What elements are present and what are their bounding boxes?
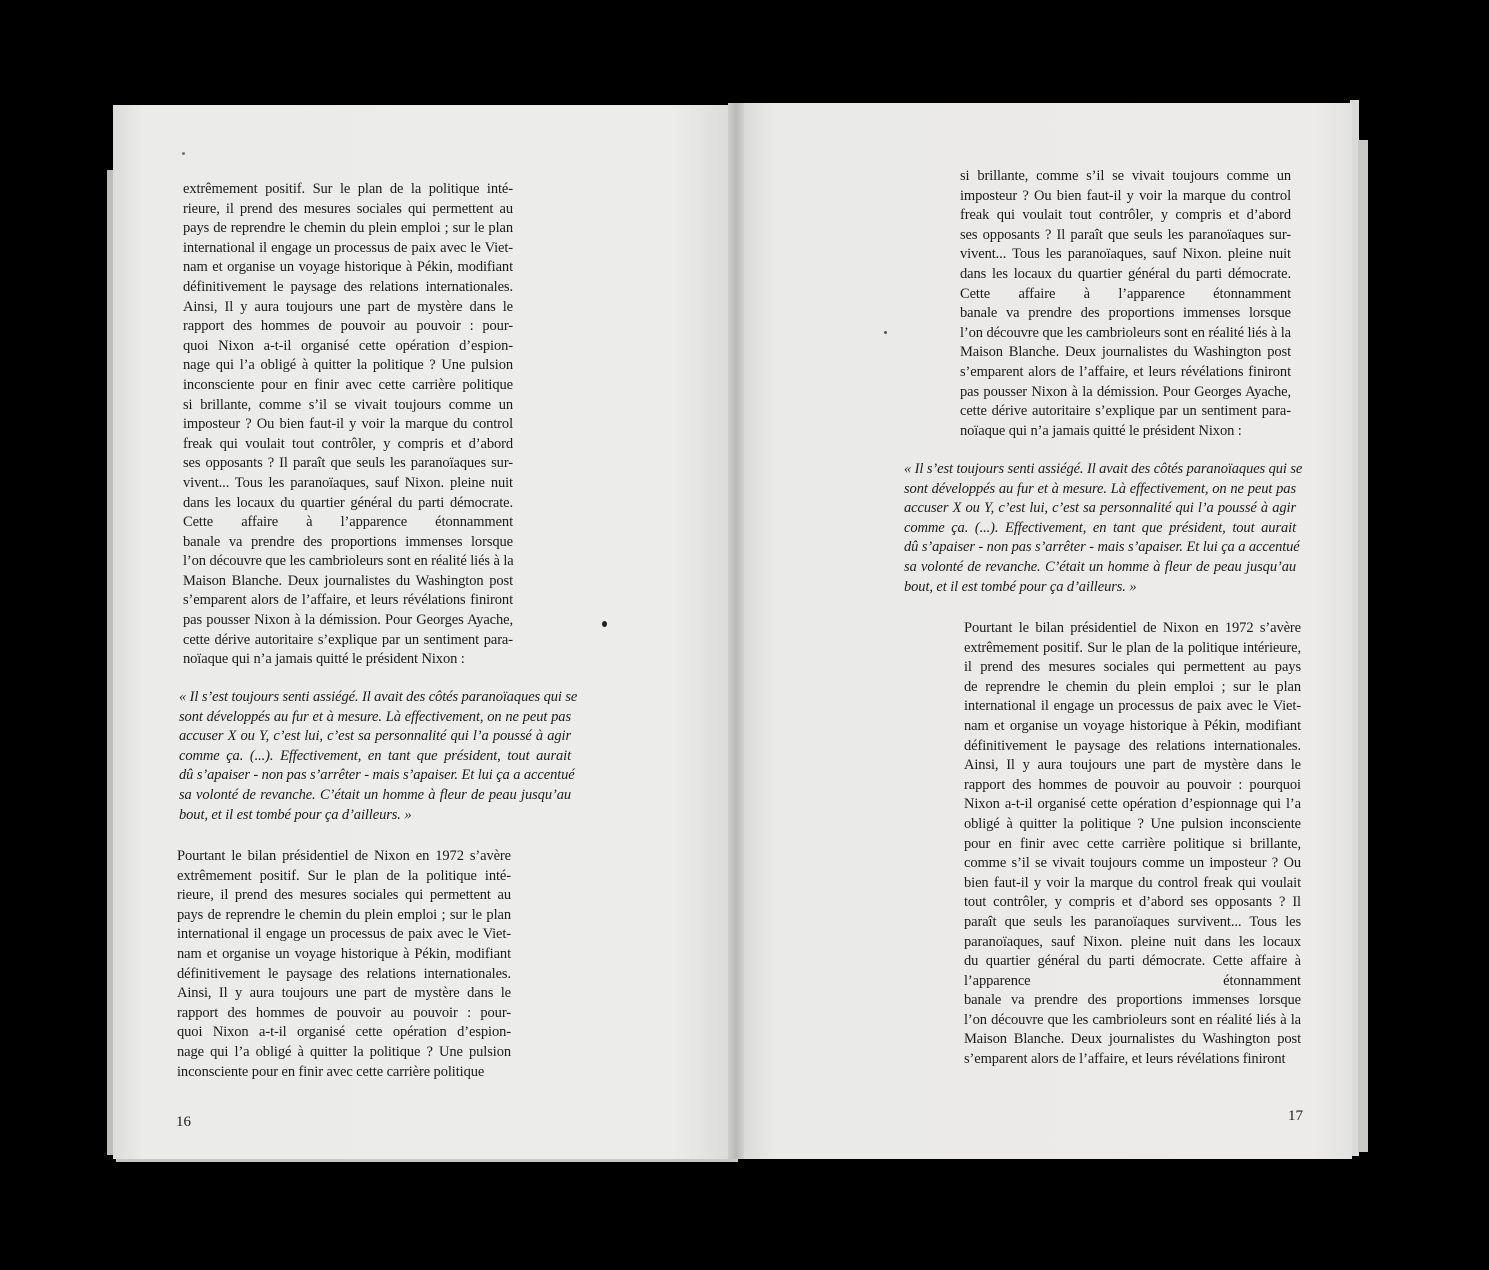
text-line: international il engage un processus de paix avec le Viet- [177, 926, 511, 943]
text-line: paranoïaques, sauf Nixon. pleine nuit dans les locaux [964, 933, 1301, 950]
text-line: Cette affaire à l’apparence étonnamment [960, 285, 1291, 302]
text-line: inconsciente pour en finir avec cette carrière politique [177, 1063, 485, 1080]
text-line: définitivement le paysage des relations internationales. [183, 278, 513, 295]
text-line: l’apparence étonnamment [964, 972, 1301, 989]
text-line: l’on découvre que les cambrioleurs sont en réalité liés à la [960, 324, 1291, 341]
page-number-right: 17 [1288, 1108, 1303, 1124]
text-line: quoi Nixon a-t-il organisé cette opération d’espion- [177, 1024, 511, 1041]
text-line: comme ça. (...). Effectivement, en tant que président, tout aurait [904, 519, 1296, 536]
text-line: bout, et il est tombé pour ça d’ailleurs. » [904, 578, 1137, 595]
text-line: paraît que seuls les paranoïaques survivent... Tous les [964, 913, 1301, 930]
text-line: Ainsi, Il y aura toujours une part de mystère dans le [964, 757, 1301, 774]
text-line: extrêmement positif. Sur le plan de la politique inté- [177, 867, 511, 884]
text-line: du quartier général du parti démocrate. Cette affaire à [964, 953, 1301, 970]
text-line: extrêmement positif. Sur le plan de la politique intérieure, [964, 639, 1301, 656]
text-line: comme ça. (...). Effectivement, en tant que président, tout aurait [179, 747, 571, 764]
text-line: « Il s’est toujours senti assiégé. Il avait des côtés paranoïaques qui se [179, 689, 578, 705]
text-line: « Il s’est toujours senti assiégé. Il avait des côtés paranoïaques qui se [904, 461, 1303, 477]
ink-speck [182, 152, 185, 155]
text-line: banale va prendre des proportions immenses lorsque [183, 533, 513, 550]
text-line: si brillante, comme s’il se vivait toujours comme un [960, 168, 1291, 184]
text-line: international il engage un processus de paix avec le Viet- [183, 239, 513, 256]
text-line: obligé à quitter la politique ? Une pulsion inconsciente [964, 815, 1301, 832]
text-line: s’emparent alors de l’affaire, et leurs révélations finiront [964, 1051, 1286, 1068]
right-paragraph-2 [964, 619, 1301, 1070]
text-line: rapport des hommes de pouvoir au pouvoir : pourquoi [964, 776, 1301, 793]
text-line: dans les locaux du quartier général du parti démocrate. [183, 494, 513, 511]
text-line: imposteur ? Ou bien faut-il y voir la marque du control [960, 187, 1291, 204]
text-line: nam et organise un voyage historique à Pékin, modifiant [183, 259, 513, 276]
text-line: vivent... Tous les paranoïaques, sauf Nixon. pleine nuit [183, 474, 513, 491]
text-line: bout, et il est tombé pour ça d’ailleurs. » [179, 806, 412, 823]
text-line: international il engage un processus de paix avec le Viet- [964, 698, 1301, 715]
text-line: vivent... Tous les paranoïaques, sauf Nixon. pleine nuit [960, 246, 1291, 263]
text-line: Pourtant le bilan présidentiel de Nixon en 1972 s’avère [177, 848, 511, 864]
text-line: définitivement le paysage des relations internationales. [964, 737, 1301, 754]
text-line: imposteur ? Ou bien faut-il y voir la marque du control [183, 416, 513, 433]
text-line: Ainsi, Il y aura toujours une part de mystère dans le [177, 985, 511, 1002]
right-quote [904, 460, 1303, 597]
text-line: Maison Blanche. Deux journalistes du Washington post [964, 1031, 1301, 1048]
text-line: extrêmement positif. Sur le plan de la politique inté- [183, 181, 513, 197]
right-paragraph-1 [960, 167, 1291, 441]
text-line: sa volonté de revanche. C’était un homme à fleur de peau jusqu’au [904, 558, 1296, 575]
text-line: Maison Blanche. Deux journalistes du Washington post [960, 344, 1291, 361]
text-line: s’emparent alors de l’affaire, et leurs révélations finiront [183, 592, 513, 609]
text-line: Maison Blanche. Deux journalistes du Washington post [183, 572, 513, 589]
text-line: définitivement le paysage des relations internationales. [177, 965, 511, 982]
text-line: freak qui voulait tout contrôler, y compris et d’abord [960, 207, 1291, 224]
text-line: pays de reprendre le chemin du plein emploi ; sur le plan [177, 906, 511, 923]
text-line: accuser X ou Y, c’est lui, c’est sa personnalité qui l’a poussé à agir [904, 500, 1296, 517]
text-line: freak qui voulait tout contrôler, y compris et d’abord [183, 435, 513, 452]
text-line: il prend des mesures sociales qui permettent au pays [964, 659, 1301, 676]
text-line: banale va prendre des proportions immenses lorsque [960, 305, 1291, 322]
text-line: rieure, il prend des mesures sociales qui permettent au [183, 200, 513, 217]
page-stack-edge [1358, 140, 1368, 1152]
text-line: pays de reprendre le chemin du plein emploi ; sur le plan [183, 220, 513, 237]
text-line: pour en finir avec cette carrière politique si brillante, [964, 835, 1301, 852]
text-line: Ainsi, Il y aura toujours une part de mystère dans le [183, 298, 513, 315]
text-line: nam et organise un voyage historique à Pékin, modifiant [964, 717, 1301, 734]
text-line: comme s’il se vivait toujours comme un imposteur ? Ou [964, 855, 1301, 872]
text-line: cette dérive autoritaire s’explique par un sentiment para- [183, 631, 513, 648]
text-line: s’emparent alors de l’affaire, et leurs révélations finiront [960, 363, 1291, 380]
text-line: ses opposants ? Il paraît que seuls les paranoïaques sur- [960, 226, 1291, 243]
ink-speck [884, 331, 887, 334]
text-line: tout contrôler, y compris et d’abord ses opposants ? Il [964, 894, 1301, 911]
text-line: l’on découvre que les cambrioleurs sont en réalité liés à la [964, 1011, 1301, 1028]
left-paragraph-1 [183, 180, 513, 670]
ink-speck [602, 621, 607, 627]
text-line: sont développés au fur et à mesure. Là effectivement, on ne peut pas [904, 480, 1296, 497]
text-line: rieure, il prend des mesures sociales qui permettent au [177, 887, 511, 904]
text-line: noïaque qui n’a jamais quitté le président Nixon : [183, 651, 465, 668]
text-line: noïaque qui n’a jamais quitté le président Nixon : [960, 422, 1242, 439]
text-line: banale va prendre des proportions immenses lorsque [964, 992, 1301, 1009]
text-line: dans les locaux du quartier général du parti démocrate. [960, 265, 1291, 282]
left-paragraph-2 [177, 847, 511, 1082]
text-line: Pourtant le bilan présidentiel de Nixon en 1972 s’avère [964, 620, 1301, 636]
text-line: sa volonté de revanche. C’était un homme à fleur de peau jusqu’au [179, 786, 571, 803]
text-line: si brillante, comme s’il se vivait toujours comme un [183, 396, 513, 413]
page-number-left: 16 [176, 1114, 191, 1130]
left-quote [179, 688, 578, 825]
text-line: quoi Nixon a-t-il organisé cette opération d’espion- [183, 337, 513, 354]
text-line: l’on découvre que les cambrioleurs sont en réalité liés à la [183, 553, 514, 570]
text-line: rapport des hommes de pouvoir au pouvoir : pour- [177, 1004, 511, 1021]
text-line: dû s’apaiser - non pas s’arrêter - mais s’apaiser. Et lui ça a accentué [179, 767, 575, 784]
text-line: Nixon a-t-il organisé cette opération d’espionnage qui l’a [964, 796, 1301, 813]
book-gutter [728, 103, 744, 1159]
text-line: inconsciente pour en finir avec cette carrière politique [183, 376, 513, 393]
text-line: cette dérive autoritaire s’explique par un sentiment para- [960, 403, 1291, 420]
text-line: nage qui l’a obligé à quitter la politique ? Une pulsion [177, 1043, 511, 1060]
text-line: sont développés au fur et à mesure. Là effectivement, on ne peut pas [179, 708, 571, 725]
text-line: pas pousser Nixon à la démission. Pour Georges Ayache, [960, 383, 1291, 400]
text-line: pas pousser Nixon à la démission. Pour Georges Ayache, [183, 612, 513, 629]
text-line: nage qui l’a obligé à quitter la politique ? Une pulsion [183, 357, 513, 374]
text-line: dû s’apaiser - non pas s’arrêter - mais s’apaiser. Et lui ça a accentué [904, 539, 1300, 556]
text-line: rapport des hommes de pouvoir au pouvoir : pour- [183, 318, 513, 335]
text-line: de reprendre le chemin du plein emploi ; sur le plan [964, 678, 1301, 695]
text-line: bien faut-il y voir la marque du control freak qui voulait [964, 874, 1301, 891]
text-line: accuser X ou Y, c’est lui, c’est sa personnalité qui l’a poussé à agir [179, 728, 571, 745]
text-line: Cette affaire à l’apparence étonnamment [183, 514, 513, 531]
text-line: ses opposants ? Il paraît que seuls les paranoïaques sur- [183, 455, 513, 472]
text-line: nam et organise un voyage historique à Pékin, modifiant [177, 945, 511, 962]
